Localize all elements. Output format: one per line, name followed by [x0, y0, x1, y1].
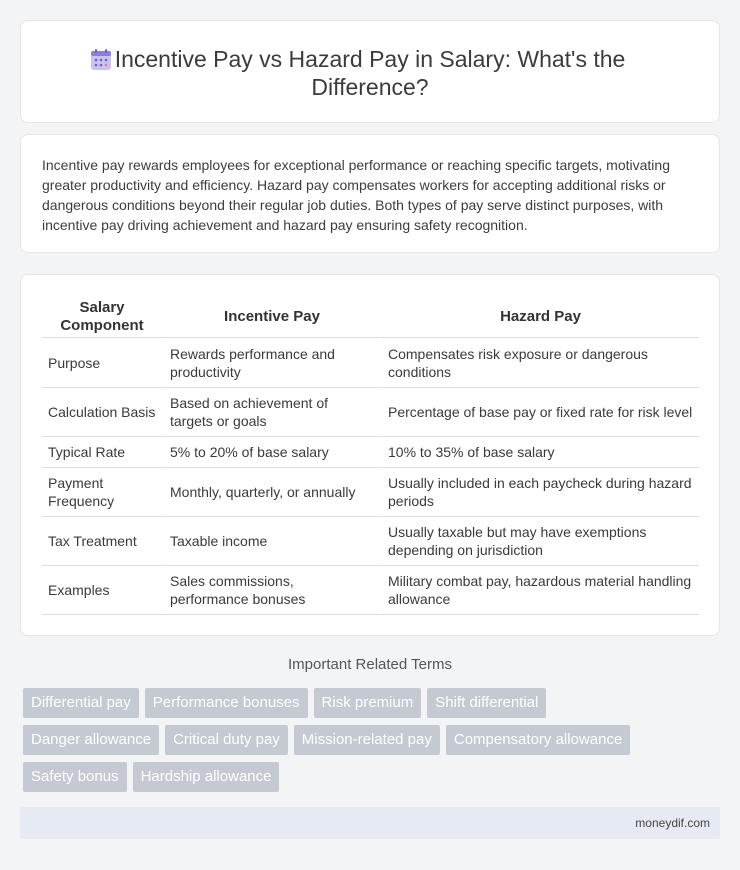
row-label: Payment Frequency [42, 468, 162, 517]
table-row [42, 517, 699, 566]
hazard-cell: Percentage of base pay or fixed rate for risk level [380, 388, 699, 437]
incentive-cell: Monthly, quarterly, or annually [162, 468, 380, 517]
footer-bar [20, 807, 720, 839]
table-row [42, 468, 699, 517]
comparison-table-card [20, 274, 720, 636]
tag-risk-premium[interactable]: Risk premium [314, 688, 422, 718]
tag-compensatory-allowance[interactable]: Compensatory allowance [446, 725, 630, 755]
hazard-cell: Usually included in each paycheck during hazard periods [380, 468, 699, 517]
table-header-row [42, 297, 699, 338]
incentive-cell: 5% to 20% of base salary [162, 437, 380, 468]
page-title: Incentive Pay vs Hazard Pay in Salary: What's the Difference? [114, 46, 626, 100]
tag-danger-allowance[interactable]: Danger allowance [23, 725, 159, 755]
incentive-cell: Taxable income [162, 517, 380, 566]
row-label: Examples [42, 566, 162, 615]
hazard-cell: Compensates risk exposure or dangerous conditions [380, 338, 699, 388]
hazard-cell: Usually taxable but may have exemptions depending on jurisdiction [380, 517, 699, 566]
tag-shift-differential[interactable]: Shift differential [427, 688, 546, 718]
column-header-hazard: Hazard Pay [380, 297, 699, 338]
tag-hardship-allowance[interactable]: Hardship allowance [133, 762, 280, 792]
tag-mission-related-pay[interactable]: Mission-related pay [294, 725, 440, 755]
tag-critical-duty-pay[interactable]: Critical duty pay [165, 725, 288, 755]
tag-differential-pay[interactable]: Differential pay [23, 688, 139, 718]
related-terms-heading: Important Related Terms [288, 656, 452, 673]
incentive-cell: Based on achievement of targets or goals [162, 388, 380, 437]
comparison-table [42, 297, 699, 615]
incentive-cell: Rewards performance and productivity [162, 338, 380, 388]
row-label: Typical Rate [42, 437, 162, 468]
tag-safety-bonus[interactable]: Safety bonus [23, 762, 127, 792]
intro-card [20, 134, 720, 253]
row-label: Calculation Basis [42, 388, 162, 437]
footer-site-name[interactable]: moneydif.com [635, 816, 710, 830]
table-row [42, 566, 699, 615]
tag-performance-bonuses[interactable]: Performance bonuses [145, 688, 308, 718]
table-row [42, 338, 699, 388]
intro-paragraph: Incentive pay rewards employees for exceptional performance or reaching specific targets, motivating greater productivity and efficiency. Hazard pay compensates workers for accepting additional risks or dangerous conditions beyond their regular job duties. Both types of pay serve distinct purposes, with incentive pay driving achievement and hazard pay ensuring safety recognition. [42, 157, 670, 233]
column-header-component: Salary Component [42, 297, 162, 338]
column-header-incentive: Incentive Pay [162, 297, 380, 338]
table-row [42, 388, 699, 437]
row-label: Tax Treatment [42, 517, 162, 566]
title-card [20, 20, 720, 123]
table-row [42, 437, 699, 468]
incentive-cell: Sales commissions, performance bonuses [162, 566, 380, 615]
hazard-cell: Military combat pay, hazardous material handling allowance [380, 566, 699, 615]
row-label: Purpose [42, 338, 162, 388]
related-terms-tags [23, 688, 723, 799]
hazard-cell: 10% to 35% of base salary [380, 437, 699, 468]
